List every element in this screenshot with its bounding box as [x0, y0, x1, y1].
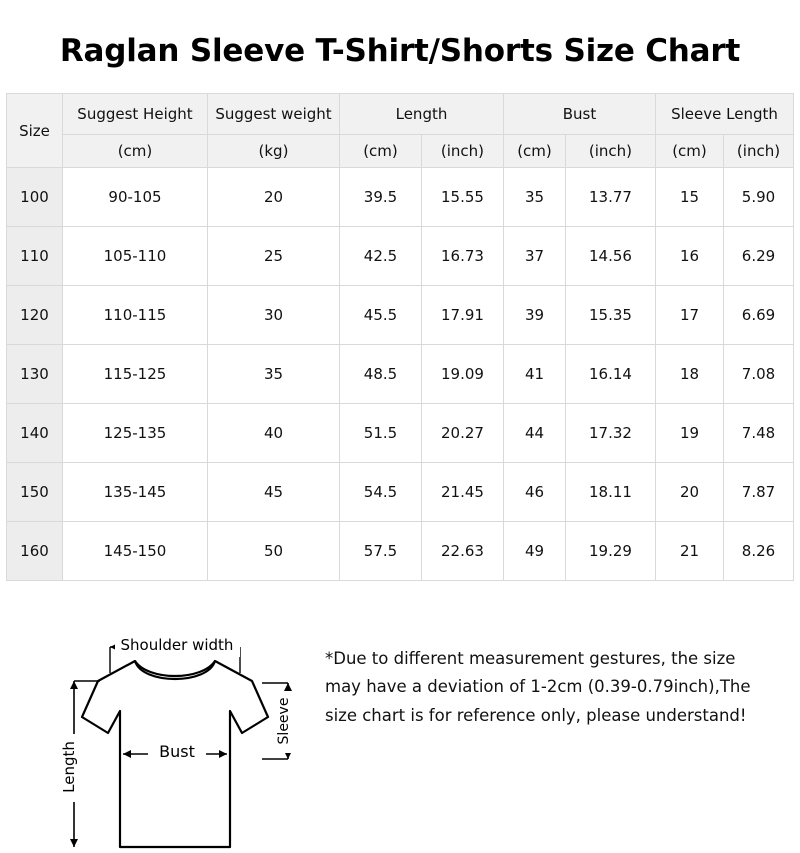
- page-title: Raglan Sleeve T-Shirt/Shorts Size Chart: [59, 33, 741, 69]
- cell-weight: 20: [207, 168, 339, 227]
- sleeve-label: Sleeve: [276, 697, 292, 745]
- header-size: Size: [6, 94, 62, 168]
- cell-length-inch: 21.45: [421, 463, 503, 522]
- cell-bust-inch: 13.77: [565, 168, 655, 227]
- cell-weight: 45: [207, 463, 339, 522]
- header-bust: Bust: [503, 94, 655, 135]
- cell-size: 140: [6, 404, 62, 463]
- length-arrow-head-bottom: [70, 839, 78, 847]
- cell-length-inch: 17.91: [421, 286, 503, 345]
- cell-bust-inch: 14.56: [565, 227, 655, 286]
- cell-bust-inch: 19.29: [565, 522, 655, 581]
- header-length: Length: [339, 94, 503, 135]
- cell-height: 110-115: [62, 286, 207, 345]
- cell-sleeve-inch: 7.87: [723, 463, 793, 522]
- cell-length-cm: 57.5: [339, 522, 421, 581]
- cell-length-cm: 39.5: [339, 168, 421, 227]
- header-suggest-weight: Suggest weight: [207, 94, 339, 135]
- cell-bust-inch: 15.35: [565, 286, 655, 345]
- cell-length-cm: 42.5: [339, 227, 421, 286]
- table-header-group-row: [6, 94, 793, 135]
- cell-sleeve-inch: 6.29: [723, 227, 793, 286]
- cell-sleeve-cm: 21: [655, 522, 723, 581]
- cell-bust-cm: 46: [503, 463, 565, 522]
- tshirt-diagram-svg: [30, 599, 320, 849]
- cell-size: 110: [6, 227, 62, 286]
- unit-weight-kg: (kg): [207, 135, 339, 168]
- table-row: [6, 463, 793, 522]
- cell-sleeve-cm: 17: [655, 286, 723, 345]
- cell-length-cm: 51.5: [339, 404, 421, 463]
- cell-size: 150: [6, 463, 62, 522]
- cell-length-cm: 48.5: [339, 345, 421, 404]
- cell-sleeve-inch: 8.26: [723, 522, 793, 581]
- cell-sleeve-cm: 20: [655, 463, 723, 522]
- cell-size: 100: [6, 168, 62, 227]
- cell-sleeve-cm: 18: [655, 345, 723, 404]
- bust-label: Bust: [159, 742, 195, 761]
- length-label: Length: [60, 741, 78, 793]
- unit-sleeve-inch: (inch): [723, 135, 793, 168]
- cell-height: 145-150: [62, 522, 207, 581]
- cell-weight: 25: [207, 227, 339, 286]
- table-row: [6, 227, 793, 286]
- cell-sleeve-cm: 19: [655, 404, 723, 463]
- cell-bust-inch: 18.11: [565, 463, 655, 522]
- cell-weight: 40: [207, 404, 339, 463]
- table-header-unit-row: [6, 135, 793, 168]
- cell-weight: 50: [207, 522, 339, 581]
- cell-length-inch: 20.27: [421, 404, 503, 463]
- cell-sleeve-inch: 7.48: [723, 404, 793, 463]
- sleeve-arrow-head-top: [284, 683, 292, 691]
- cell-height: 115-125: [62, 345, 207, 404]
- cell-weight: 30: [207, 286, 339, 345]
- unit-height-cm: (cm): [62, 135, 207, 168]
- cell-length-inch: 16.73: [421, 227, 503, 286]
- unit-sleeve-cm: (cm): [655, 135, 723, 168]
- cell-sleeve-inch: 6.69: [723, 286, 793, 345]
- cell-bust-inch: 16.14: [565, 345, 655, 404]
- cell-bust-cm: 41: [503, 345, 565, 404]
- cell-sleeve-inch: 7.08: [723, 345, 793, 404]
- cell-length-inch: 15.55: [421, 168, 503, 227]
- header-suggest-height: Suggest Height: [62, 94, 207, 135]
- cell-height: 90-105: [62, 168, 207, 227]
- cell-height: 125-135: [62, 404, 207, 463]
- cell-height: 105-110: [62, 227, 207, 286]
- cell-height: 135-145: [62, 463, 207, 522]
- cell-bust-cm: 44: [503, 404, 565, 463]
- cell-bust-cm: 39: [503, 286, 565, 345]
- tshirt-measurement-diagram: [30, 599, 320, 849]
- table-row: [6, 168, 793, 227]
- cell-length-cm: 54.5: [339, 463, 421, 522]
- cell-sleeve-cm: 15: [655, 168, 723, 227]
- cell-length-cm: 45.5: [339, 286, 421, 345]
- cell-sleeve-cm: 16: [655, 227, 723, 286]
- cell-bust-cm: 35: [503, 168, 565, 227]
- cell-bust-inch: 17.32: [565, 404, 655, 463]
- cell-sleeve-inch: 5.90: [723, 168, 793, 227]
- unit-bust-cm: (cm): [503, 135, 565, 168]
- length-arrow-head-top: [70, 681, 78, 689]
- unit-length-inch: (inch): [421, 135, 503, 168]
- cell-size: 120: [6, 286, 62, 345]
- measurement-note: *Due to different measurement gestures, the size may have a deviation of 1-2cm (0.39-0.79inch),The size chart is for reference only, please understand!: [325, 649, 751, 725]
- shoulder-width-label: Shoulder width: [120, 636, 234, 654]
- unit-length-cm: (cm): [339, 135, 421, 168]
- cell-bust-cm: 49: [503, 522, 565, 581]
- table-row: [6, 522, 793, 581]
- cell-length-inch: 22.63: [421, 522, 503, 581]
- header-sleeve-length: Sleeve Length: [655, 94, 793, 135]
- cell-size: 130: [6, 345, 62, 404]
- table-row: [6, 404, 793, 463]
- cell-size: 160: [6, 522, 62, 581]
- cell-length-inch: 19.09: [421, 345, 503, 404]
- cell-weight: 35: [207, 345, 339, 404]
- cell-bust-cm: 37: [503, 227, 565, 286]
- table-row: [6, 286, 793, 345]
- unit-bust-inch: (inch): [565, 135, 655, 168]
- bottom-section: [0, 599, 800, 849]
- size-chart-table: [6, 93, 794, 581]
- table-row: [6, 345, 793, 404]
